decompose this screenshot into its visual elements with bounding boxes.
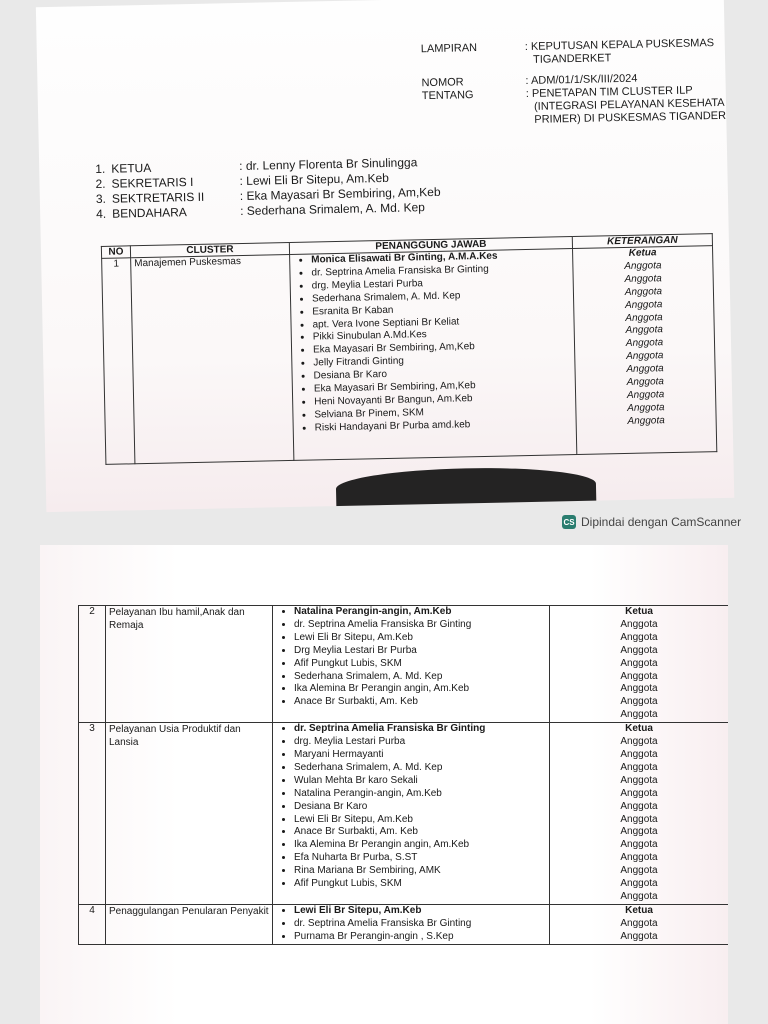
list-item: • Maryani Hermayanti xyxy=(294,749,546,762)
keterangan-item: Anggota xyxy=(620,930,658,942)
list-item: • Anace Br Surbakti, Am. Keb xyxy=(294,696,546,709)
row-keterangan xyxy=(550,723,729,905)
list-item: • dr. Septrina Amelia Fransiska Br Ginting xyxy=(311,262,569,280)
list-item: • Afif Pungkut Lubis, SKM xyxy=(294,658,546,671)
officer-list xyxy=(87,155,441,222)
tentang-value-cont-1: (INTEGRASI PELAYANAN KESEHATA xyxy=(533,96,725,113)
list-item: • Natalina Perangin-angin, Am.Keb xyxy=(294,788,546,801)
row-keterangan xyxy=(550,904,729,944)
row-members xyxy=(273,606,550,723)
list-item: • Ika Alemina Br Perangin angin, Am.Keb xyxy=(294,839,546,852)
list-item: • drg. Meylia Lestari Purba xyxy=(312,275,570,293)
row-cluster: Pelayanan Usia Produktif dan Lansia xyxy=(106,723,273,905)
list-item: • Riski Handayani Br Purba amd.keb xyxy=(315,417,573,435)
row-members xyxy=(290,249,577,461)
list-item: • drg. Meylia Lestari Purba xyxy=(294,736,546,749)
keterangan-item: Anggota xyxy=(620,761,658,773)
keterangan-item: Anggota xyxy=(620,813,658,825)
keterangan-item: Anggota xyxy=(620,774,658,786)
col-header-no: NO xyxy=(101,246,130,259)
officer-row: 4. BENDAHARA : Sederhana Srimalem, A. Md. Kep xyxy=(96,200,426,222)
keterangan-item: Anggota xyxy=(620,696,658,708)
tentang-value: : PENETAPAN TIM CLUSTER ILP xyxy=(525,84,693,101)
list-item: • dr. Septrina Amelia Fransiska Br Ginting xyxy=(294,918,546,931)
lampiran-value: : KEPUTUSAN KEPALA PUSKESMAS xyxy=(524,37,715,54)
document-page-2 xyxy=(40,545,728,1024)
row-no: 3 xyxy=(79,723,106,905)
keterangan-item: Anggota xyxy=(620,748,658,760)
keterangan-item: Anggota xyxy=(620,826,658,838)
row-keterangan xyxy=(573,246,717,455)
list-item: • Sederhana Srimalem, A. Md. Kep xyxy=(312,288,570,306)
officer-row: 1. KETUA : dr. Lenny Florenta Br Sinulingga xyxy=(95,155,418,177)
lampiran-value-cont: TIGANDERKET xyxy=(532,52,612,66)
table-row xyxy=(102,246,717,465)
list-item: • Rina Mariana Br Sembiring, AMK xyxy=(294,865,546,878)
row-no: 2 xyxy=(79,606,106,723)
list-item: • dr. Septrina Amelia Fransiska Br Ginting xyxy=(294,723,546,736)
nomor-label: NOMOR xyxy=(421,76,464,90)
keterangan-item: Anggota xyxy=(620,736,658,748)
keterangan-item: Anggota xyxy=(627,414,665,427)
row-keterangan xyxy=(550,606,729,723)
list-item: • Selviana Br Pinem, SKM xyxy=(314,404,572,422)
list-item: • Desiana Br Karo xyxy=(314,365,572,383)
list-item: • apt. Vera Ivone Septiani Br Keliat xyxy=(312,314,570,332)
list-item: • Eka Mayasari Br Sembiring, Am,Keb xyxy=(313,339,571,357)
row-no: 1 xyxy=(102,258,135,465)
keterangan-item: Anggota xyxy=(620,852,658,864)
document-page-1 xyxy=(36,0,734,512)
keterangan-item: Ketua xyxy=(625,723,653,735)
keterangan-item: Anggota xyxy=(620,839,658,851)
keterangan-item: Ketua xyxy=(628,247,657,259)
row-members xyxy=(273,723,550,905)
keterangan-item: Anggota xyxy=(626,389,665,401)
scan-shadow xyxy=(336,466,597,507)
keterangan-item: Anggota xyxy=(624,260,662,272)
list-item: • Esranita Br Kaban xyxy=(312,301,570,319)
row-cluster: Manajemen Puskesmas xyxy=(131,254,294,463)
camscanner-icon: CS xyxy=(562,515,576,529)
keterangan-item: Anggota xyxy=(620,890,658,902)
list-item: • Efa Nuharta Br Purba, S.ST xyxy=(294,852,546,865)
list-item: • Pikki Sinubulan A.Md.Kes xyxy=(313,327,571,345)
camscanner-watermark xyxy=(562,510,741,534)
keterangan-item: Anggota xyxy=(626,376,665,389)
list-item: • Heni Novayanti Br Bangun, Am.Keb xyxy=(314,391,572,409)
list-item: • Jelly Fitrandi Ginting xyxy=(313,352,571,370)
keterangan-item: Anggota xyxy=(620,657,658,669)
officer-row: 2. SEKRETARIS I : Lewi Eli Br Sitepu, Am.Keb xyxy=(95,170,390,192)
list-item: • Natalina Perangin-angin, Am.Keb xyxy=(294,606,546,619)
list-item: • Lewi Eli Br Sitepu, Am.Keb xyxy=(294,632,546,645)
keterangan-item: Anggota xyxy=(620,670,658,682)
row-cluster: Penaggulangan Penularan Penyakit xyxy=(106,904,273,944)
list-item: • Sederhana Srimalem, A. Md. Kep xyxy=(294,762,546,775)
keterangan-item: Anggota xyxy=(620,865,658,877)
row-no: 4 xyxy=(79,904,106,944)
list-item: • Lewi Eli Br Sitepu, Am.Keb xyxy=(294,814,546,827)
keterangan-item: Anggota xyxy=(624,298,663,311)
camscanner-label: Dipindai dengan CamScanner xyxy=(581,515,742,529)
keterangan-item: Anggota xyxy=(620,631,658,643)
table-row xyxy=(79,904,729,944)
cluster-table-1 xyxy=(101,233,717,465)
keterangan-item: Anggota xyxy=(624,273,662,285)
list-item: • Eka Mayasari Br Sembiring, Am,Keb xyxy=(314,378,572,396)
keterangan-item: Anggota xyxy=(620,618,658,630)
keterangan-item: Anggota xyxy=(620,917,658,929)
officer-row: 3. SEKTRETARIS II : Eka Mayasari Br Sembiring, Am,Keb xyxy=(95,184,441,207)
lampiran-label: LAMPIRAN xyxy=(420,42,478,56)
list-item: • Wulan Mehta Br karo Sekali xyxy=(294,775,546,788)
col-header-keterangan: KETERANGAN xyxy=(572,234,712,249)
list-item: • dr. Septrina Amelia Fransiska Br Ginting xyxy=(294,619,546,632)
keterangan-item: Anggota xyxy=(626,363,664,376)
keterangan-item: Anggota xyxy=(625,337,664,350)
keterangan-item: Anggota xyxy=(625,324,663,337)
list-item: • Monica Elisawati Br Ginting, A.M.A.Kes xyxy=(311,249,569,267)
list-item: • Lewi Eli Br Sitepu, Am.Keb xyxy=(294,905,546,918)
keterangan-item: Anggota xyxy=(620,878,658,890)
list-item: • Sederhana Srimalem, A. Md. Kep xyxy=(294,671,546,684)
keterangan-item: Anggota xyxy=(626,350,664,363)
nomor-value: : ADM/01/1/SK/III/2024 xyxy=(525,72,638,88)
list-item: • Desiana Br Karo xyxy=(294,801,546,814)
col-header-penanggung-jawab: PENANGGUNG JAWAB xyxy=(289,237,572,255)
keterangan-item: Ketua xyxy=(625,606,653,617)
list-item: • Purnama Br Perangin-angin , S.Kep xyxy=(294,931,546,944)
row-cluster: Pelayanan Ibu hamil,Anak dan Remaja xyxy=(106,606,273,723)
keterangan-item: Anggota xyxy=(620,683,658,695)
table-row xyxy=(79,723,729,905)
keterangan-item: Anggota xyxy=(620,787,658,799)
row-members xyxy=(273,904,550,944)
keterangan-item: Anggota xyxy=(620,800,658,812)
cluster-table-2 xyxy=(78,605,728,945)
keterangan-item: Anggota xyxy=(625,311,663,324)
keterangan-item: Anggota xyxy=(620,644,658,656)
list-item: • Ika Alemina Br Perangin angin, Am.Keb xyxy=(294,683,546,696)
list-item: • Afif Pungkut Lubis, SKM xyxy=(294,878,546,891)
document-header xyxy=(421,37,735,130)
keterangan-item: Ketua xyxy=(625,904,653,916)
tentang-label: TENTANG xyxy=(421,89,474,103)
list-item: • Drg Meylia Lestari Br Purba xyxy=(294,645,546,658)
keterangan-item: Anggota xyxy=(627,402,665,414)
table-row xyxy=(79,606,729,723)
col-header-cluster: CLUSTER xyxy=(130,242,289,257)
keterangan-item: Anggota xyxy=(624,285,663,298)
tentang-value-cont-2: PRIMER) DI PUSKESMAS TIGANDERI xyxy=(534,109,730,126)
list-item: • Anace Br Surbakti, Am. Keb xyxy=(294,826,546,839)
keterangan-item: Anggota xyxy=(620,709,658,721)
